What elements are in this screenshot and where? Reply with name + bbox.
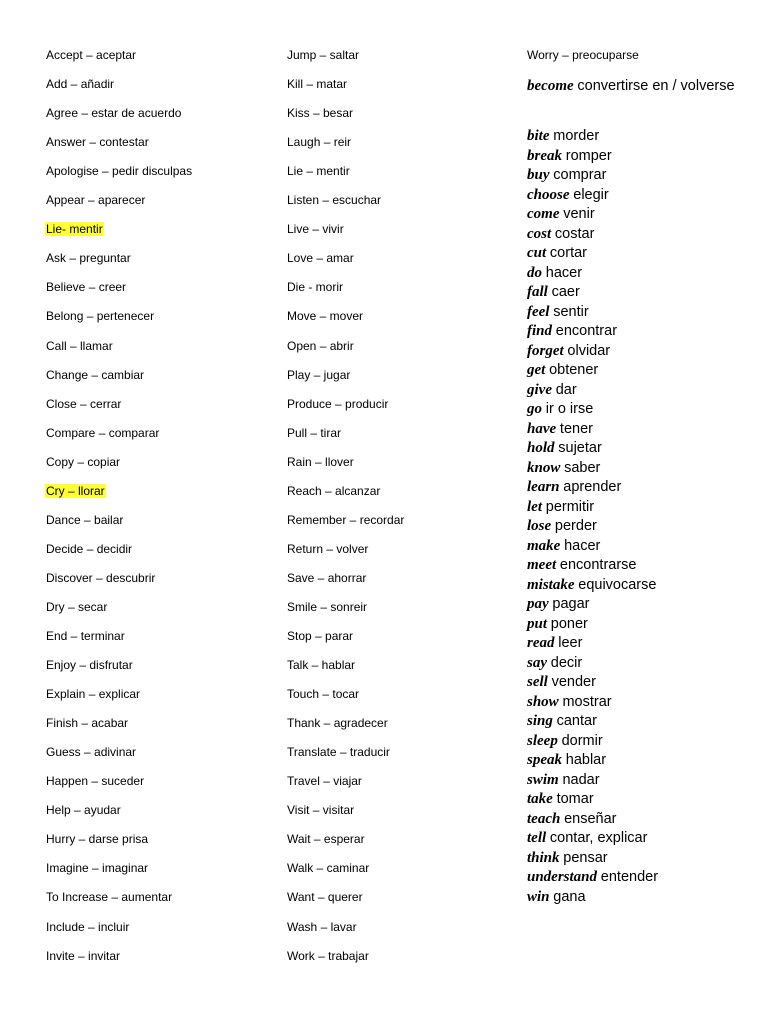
vocab-entry-text: Happen – suceder: [46, 774, 145, 789]
spanish-translation: hacer: [564, 537, 601, 554]
spanish-translation: equivocarse: [578, 576, 657, 593]
english-verb: feel: [527, 303, 550, 320]
english-verb: buy: [527, 167, 550, 183]
english-verb: lose: [527, 518, 552, 534]
highlighted-vocab-entry: [45, 222, 104, 237]
english-verb: learn: [527, 479, 560, 495]
vocab-entry-text: Apologise – pedir disculpas: [46, 164, 193, 179]
vocab-entry: [45, 687, 141, 702]
spanish-translation: romper: [565, 147, 612, 164]
spanish-translation: olvidar: [567, 342, 611, 359]
vocab-entry: [45, 106, 182, 121]
vocab-entry: [45, 135, 150, 150]
vocab-entry-text: Guess – adivinar: [46, 745, 137, 760]
verb-row: [527, 400, 762, 420]
verb-row: [527, 459, 762, 479]
vocab-entry-text: Call – llamar: [46, 338, 113, 353]
verb-row: [527, 673, 762, 693]
vocab-entry-text: Cry – llorar: [46, 483, 105, 498]
spanish-translation: encontrarse: [559, 557, 637, 573]
vocab-entry: [45, 455, 121, 470]
spanish-translation: hacer: [545, 264, 583, 281]
vocab-entry-text: Copy – copiar: [46, 454, 121, 469]
spanish-translation: caer: [551, 284, 580, 300]
spanish-translation: tomar: [556, 791, 594, 807]
vocab-entry-text: Smile – sonreir: [287, 599, 368, 614]
english-verb: choose: [527, 186, 570, 203]
spanish-translation: morder: [553, 128, 600, 144]
vocab-entry: [286, 513, 405, 528]
vocab-entry: [45, 251, 132, 266]
vocab-entry: [286, 251, 355, 266]
verb-row: [527, 732, 762, 752]
english-verb: find: [527, 323, 553, 339]
highlighted-vocab-entry: [45, 484, 106, 499]
verb-row: [527, 888, 762, 908]
verb-row: [527, 810, 762, 830]
verb-row: [527, 244, 762, 264]
vocab-entry: [45, 339, 114, 354]
vocab-entry-text: Dry – secar: [46, 599, 108, 614]
vocab-entry-text: Agree – estar de acuerdo: [46, 106, 182, 121]
vocab-entry: [45, 280, 127, 295]
vocab-entry-text: Touch – tocar: [287, 687, 360, 702]
verb-row: [527, 127, 762, 147]
verb-row: [527, 381, 762, 401]
vocab-entry-text: Lie- mentir: [46, 222, 103, 237]
vocab-entry: [286, 164, 351, 179]
english-verb: do: [527, 264, 542, 281]
verb-row: [527, 166, 762, 186]
vocab-entry: [45, 426, 160, 441]
spanish-translation: enseñar: [564, 810, 617, 827]
vocab-entry-text: Imagine – imaginar: [46, 861, 149, 876]
english-verb: let: [527, 498, 542, 515]
vocab-entry: [45, 542, 133, 557]
english-verb: become: [527, 78, 574, 94]
verb-row: [527, 615, 762, 635]
spanish-translation: dormir: [561, 732, 603, 749]
vocab-entry-text: Invite – invitar: [46, 948, 121, 963]
english-verb: understand: [527, 869, 598, 885]
spanish-translation: vender: [551, 674, 596, 690]
vocab-entry-text: Believe – creer: [46, 280, 127, 295]
vocab-entry: [286, 368, 351, 383]
vocab-entry-text: Listen – escuchar: [287, 193, 382, 208]
vocab-entry-text: Discover – descubrir: [46, 570, 156, 585]
vocab-entry-text: Thank – agradecer: [287, 716, 388, 731]
spanish-translation: pensar: [563, 849, 608, 866]
vocab-entry-text: Ask – preguntar: [46, 251, 131, 266]
verb-row: [527, 283, 762, 303]
vocab-entry: [286, 861, 370, 876]
vocab-entry-text: Open – abrir: [287, 338, 354, 353]
vocab-entry-text: Travel – viajar: [287, 774, 362, 789]
vocab-entry: [286, 222, 345, 237]
spanish-translation: elegir: [573, 186, 609, 203]
vocab-entry: [45, 600, 108, 615]
vocab-entry-text: Finish – acabar: [46, 716, 129, 731]
verb-row: [527, 829, 762, 849]
vocab-entry: [286, 600, 368, 615]
vocab-entry-text: Worry – preocuparse: [527, 48, 639, 62]
verb-row: [527, 693, 762, 713]
english-verb: pay: [527, 596, 549, 612]
vocab-entry: [286, 571, 367, 586]
vocab-entry-text: Play – jugar: [287, 367, 351, 382]
verb-row: [527, 264, 762, 284]
vocab-entry: [45, 803, 122, 818]
spanish-translation: mostrar: [562, 693, 612, 710]
vocab-entry: [45, 571, 156, 586]
vocab-entry: [45, 920, 130, 935]
vocab-entry-text: Change – cambiar: [46, 367, 145, 382]
vocab-entry-text: To Increase – aumentar: [46, 890, 173, 905]
vocab-entry: [286, 745, 391, 760]
english-verb: forget: [527, 342, 564, 359]
english-verb: get: [527, 362, 546, 378]
spanish-translation: permitir: [545, 498, 595, 515]
spanish-translation: cortar: [549, 245, 587, 261]
english-verb: take: [527, 791, 553, 807]
english-verb: meet: [527, 557, 557, 573]
vocab-entry: [45, 513, 124, 528]
vocab-entry-text: Talk – hablar: [287, 658, 356, 673]
english-verb: make: [527, 537, 561, 554]
spanish-translation: costar: [554, 225, 595, 242]
verb-row: [527, 478, 762, 498]
vocab-entry-text: Pull – tirar: [287, 425, 342, 440]
vocab-entry: [45, 832, 149, 847]
vocab-entry: [286, 687, 360, 702]
english-verb: speak: [527, 752, 562, 768]
vocab-entry: [45, 48, 137, 63]
english-verb: put: [527, 615, 548, 632]
vocab-entry-text: Compare – comparar: [46, 425, 160, 440]
verb-row: [527, 634, 762, 654]
spanish-translation: encontrar: [555, 323, 618, 339]
spanish-translation: entender: [600, 869, 659, 885]
verb-row: [527, 654, 762, 674]
vocab-entry-text: Close – cerrar: [46, 396, 122, 411]
verb-row: [527, 556, 762, 576]
vocab-entry-text: Hurry – darse prisa: [46, 832, 149, 847]
spanish-translation: tener: [559, 420, 593, 437]
vocab-entry-text: Walk – caminar: [287, 861, 370, 876]
verb-row: [527, 439, 762, 459]
english-verb: sing: [527, 713, 553, 729]
vocab-entry: [286, 135, 352, 150]
verb-row: [527, 771, 762, 791]
vocab-entry: [286, 455, 355, 470]
verb-row: [527, 537, 762, 557]
vocab-entry-text: Appear – aparecer: [46, 193, 146, 208]
english-verb: mistake: [527, 576, 575, 593]
vocab-entry-text: Move – mover: [287, 309, 364, 324]
spanish-translation: hablar: [565, 752, 607, 768]
vocab-entry-text: Wait – esperar: [287, 832, 365, 847]
vocab-entry: [45, 890, 173, 905]
english-verb: think: [527, 849, 560, 866]
spanish-translation: aprender: [563, 479, 622, 495]
english-verb: know: [527, 459, 561, 476]
vocab-entry-text: Want – querer: [287, 890, 363, 905]
vocab-entry-text: Kiss – besar: [287, 106, 354, 121]
verb-row: [527, 751, 762, 771]
english-verb: win: [527, 888, 550, 905]
spanish-translation: contar, explicar: [549, 830, 648, 846]
vocab-entry: [286, 106, 354, 121]
vocab-entry-text: Stop – parar: [287, 629, 354, 643]
vocab-entry: [45, 309, 155, 324]
verb-row: [527, 517, 762, 537]
vocab-entry-text: Accept – aceptar: [46, 48, 137, 62]
verb-row: [527, 498, 762, 518]
vocab-entry-text: Save – ahorrar: [287, 570, 367, 585]
english-verb: teach: [527, 810, 561, 827]
verb-row: [527, 849, 762, 869]
vocab-entry: [45, 629, 126, 644]
vocab-entry: [286, 193, 382, 208]
spanish-translation: venir: [563, 206, 595, 222]
vocab-entry: [286, 716, 389, 731]
vocab-entry: [45, 716, 129, 731]
spanish-translation: saber: [564, 459, 601, 476]
vocab-entry-text: Produce – producir: [287, 396, 389, 411]
vocab-entry-text: Visit – visitar: [287, 803, 355, 818]
vocab-entry: [286, 77, 348, 92]
vocab-entry: [45, 861, 149, 876]
vocab-entry-text: Jump – saltar: [287, 48, 360, 62]
vocab-entry-text: Rain – llover: [287, 454, 354, 469]
vocab-entry: [45, 745, 137, 760]
become-entry: [527, 76, 747, 96]
vocab-entry: [45, 368, 145, 383]
vocab-entry: [45, 658, 134, 673]
verb-row: [527, 303, 762, 323]
vocab-entry-text: Live – vivir: [287, 222, 344, 237]
english-verb: cut: [527, 245, 547, 261]
vocab-entry-text: Answer – contestar: [46, 135, 149, 150]
english-verb: cost: [527, 225, 552, 242]
verb-row: [527, 420, 762, 440]
verb-row: [527, 205, 762, 225]
spanish-translation: leer: [558, 635, 583, 651]
english-verb: come: [527, 206, 560, 222]
vocab-entry-text: Include – incluir: [46, 919, 130, 934]
vocab-entry: [45, 77, 115, 92]
vocab-entry: [286, 832, 366, 847]
english-verb: read: [527, 635, 555, 651]
verb-row: [527, 712, 762, 732]
english-verb: sell: [527, 674, 548, 690]
verb-row: [527, 361, 762, 381]
english-verb: hold: [527, 440, 555, 456]
english-verb: have: [527, 420, 557, 437]
vocab-entry: [286, 48, 360, 63]
vocab-entry-text: Work – trabajar: [287, 948, 369, 963]
english-verb: break: [527, 147, 562, 164]
spanish-translation: decir: [550, 654, 583, 671]
vocab-entry: [286, 949, 370, 964]
vocab-entry: [286, 426, 342, 441]
vocab-entry-text: End – terminar: [46, 629, 125, 643]
english-verb: show: [527, 693, 559, 710]
vocab-entry-text: Wash – lavar: [287, 919, 357, 934]
vocab-entry: [286, 309, 364, 324]
spanish-translation: sujetar: [558, 440, 602, 456]
vocab-entry: [45, 949, 121, 964]
vocab-entry: [45, 193, 146, 208]
vocab-entry: [286, 774, 363, 789]
vocab-entry-text: Laugh – reir: [287, 135, 352, 150]
vocab-entry: [286, 397, 389, 412]
vocab-entry-text: Decide – decidir: [46, 541, 133, 556]
spanish-translation: dar: [555, 381, 577, 398]
verb-row: [527, 868, 762, 888]
verb-row: [527, 225, 762, 245]
vocab-entry: [45, 164, 193, 179]
vocab-entry-text: Lie – mentir: [287, 164, 350, 179]
english-verb: bite: [527, 128, 550, 144]
vocab-entry-text: Reach – alcanzar: [287, 483, 381, 498]
vocab-entry-text: Belong – pertenecer: [46, 309, 155, 324]
verb-row: [527, 595, 762, 615]
vocab-entry-text: Dance – bailar: [46, 512, 124, 527]
vocab-entry-text: Explain – explicar: [46, 687, 141, 702]
english-verb: fall: [527, 284, 548, 300]
vocab-entry-text: Return – volver: [287, 541, 369, 556]
vocab-entry: [286, 920, 358, 935]
vocab-entry: [286, 658, 356, 673]
english-verb: go: [527, 401, 542, 417]
spanish-translation: comprar: [553, 167, 607, 183]
spanish-translation: obtener: [549, 362, 599, 378]
vocab-entry: [286, 280, 344, 295]
vocab-entry: [286, 890, 364, 905]
vocab-entry-text: Add – añadir: [46, 77, 115, 92]
vocab-entry: [45, 397, 122, 412]
vocab-entry-text: Enjoy – disfrutar: [46, 658, 133, 673]
vocab-entry: [45, 774, 145, 789]
english-verb: say: [527, 654, 547, 671]
vocab-entry: [527, 48, 639, 63]
verb-row: [527, 790, 762, 810]
verb-row: [527, 322, 762, 342]
verb-row: [527, 147, 762, 167]
english-verb: tell: [527, 830, 547, 846]
spanish-translation: perder: [554, 518, 597, 534]
english-verb: swim: [527, 771, 559, 788]
vocab-entry-text: Kill – matar: [287, 77, 348, 92]
spanish-translation: ir o irse: [545, 401, 594, 417]
vocab-entry: [286, 542, 369, 557]
vocab-entry-text: Love – amar: [287, 251, 354, 266]
spanish-translation: pagar: [552, 596, 590, 612]
irregular-verb-list: [527, 127, 762, 907]
vocab-entry: [286, 484, 381, 499]
english-verb: sleep: [527, 732, 558, 749]
vocab-entry-text: Remember – recordar: [287, 512, 405, 527]
vocab-entry: [286, 629, 354, 644]
verb-row: [527, 186, 762, 206]
spanish-translation: nadar: [562, 771, 600, 788]
spanish-translation: convertirse en / volverse: [577, 78, 735, 94]
spanish-translation: gana: [553, 888, 586, 905]
vocab-entry-text: Help – ayudar: [46, 803, 121, 818]
verb-row: [527, 342, 762, 362]
vocab-entry-text: Die - morir: [287, 280, 343, 295]
vocab-entry: [286, 803, 355, 818]
english-verb: give: [527, 381, 552, 398]
spanish-translation: poner: [550, 615, 588, 632]
verb-row: [527, 576, 762, 596]
vocab-entry-text: Translate – traducir: [287, 745, 390, 760]
vocab-entry: [286, 339, 355, 354]
spanish-translation: sentir: [553, 303, 589, 320]
spanish-translation: cantar: [556, 713, 597, 729]
